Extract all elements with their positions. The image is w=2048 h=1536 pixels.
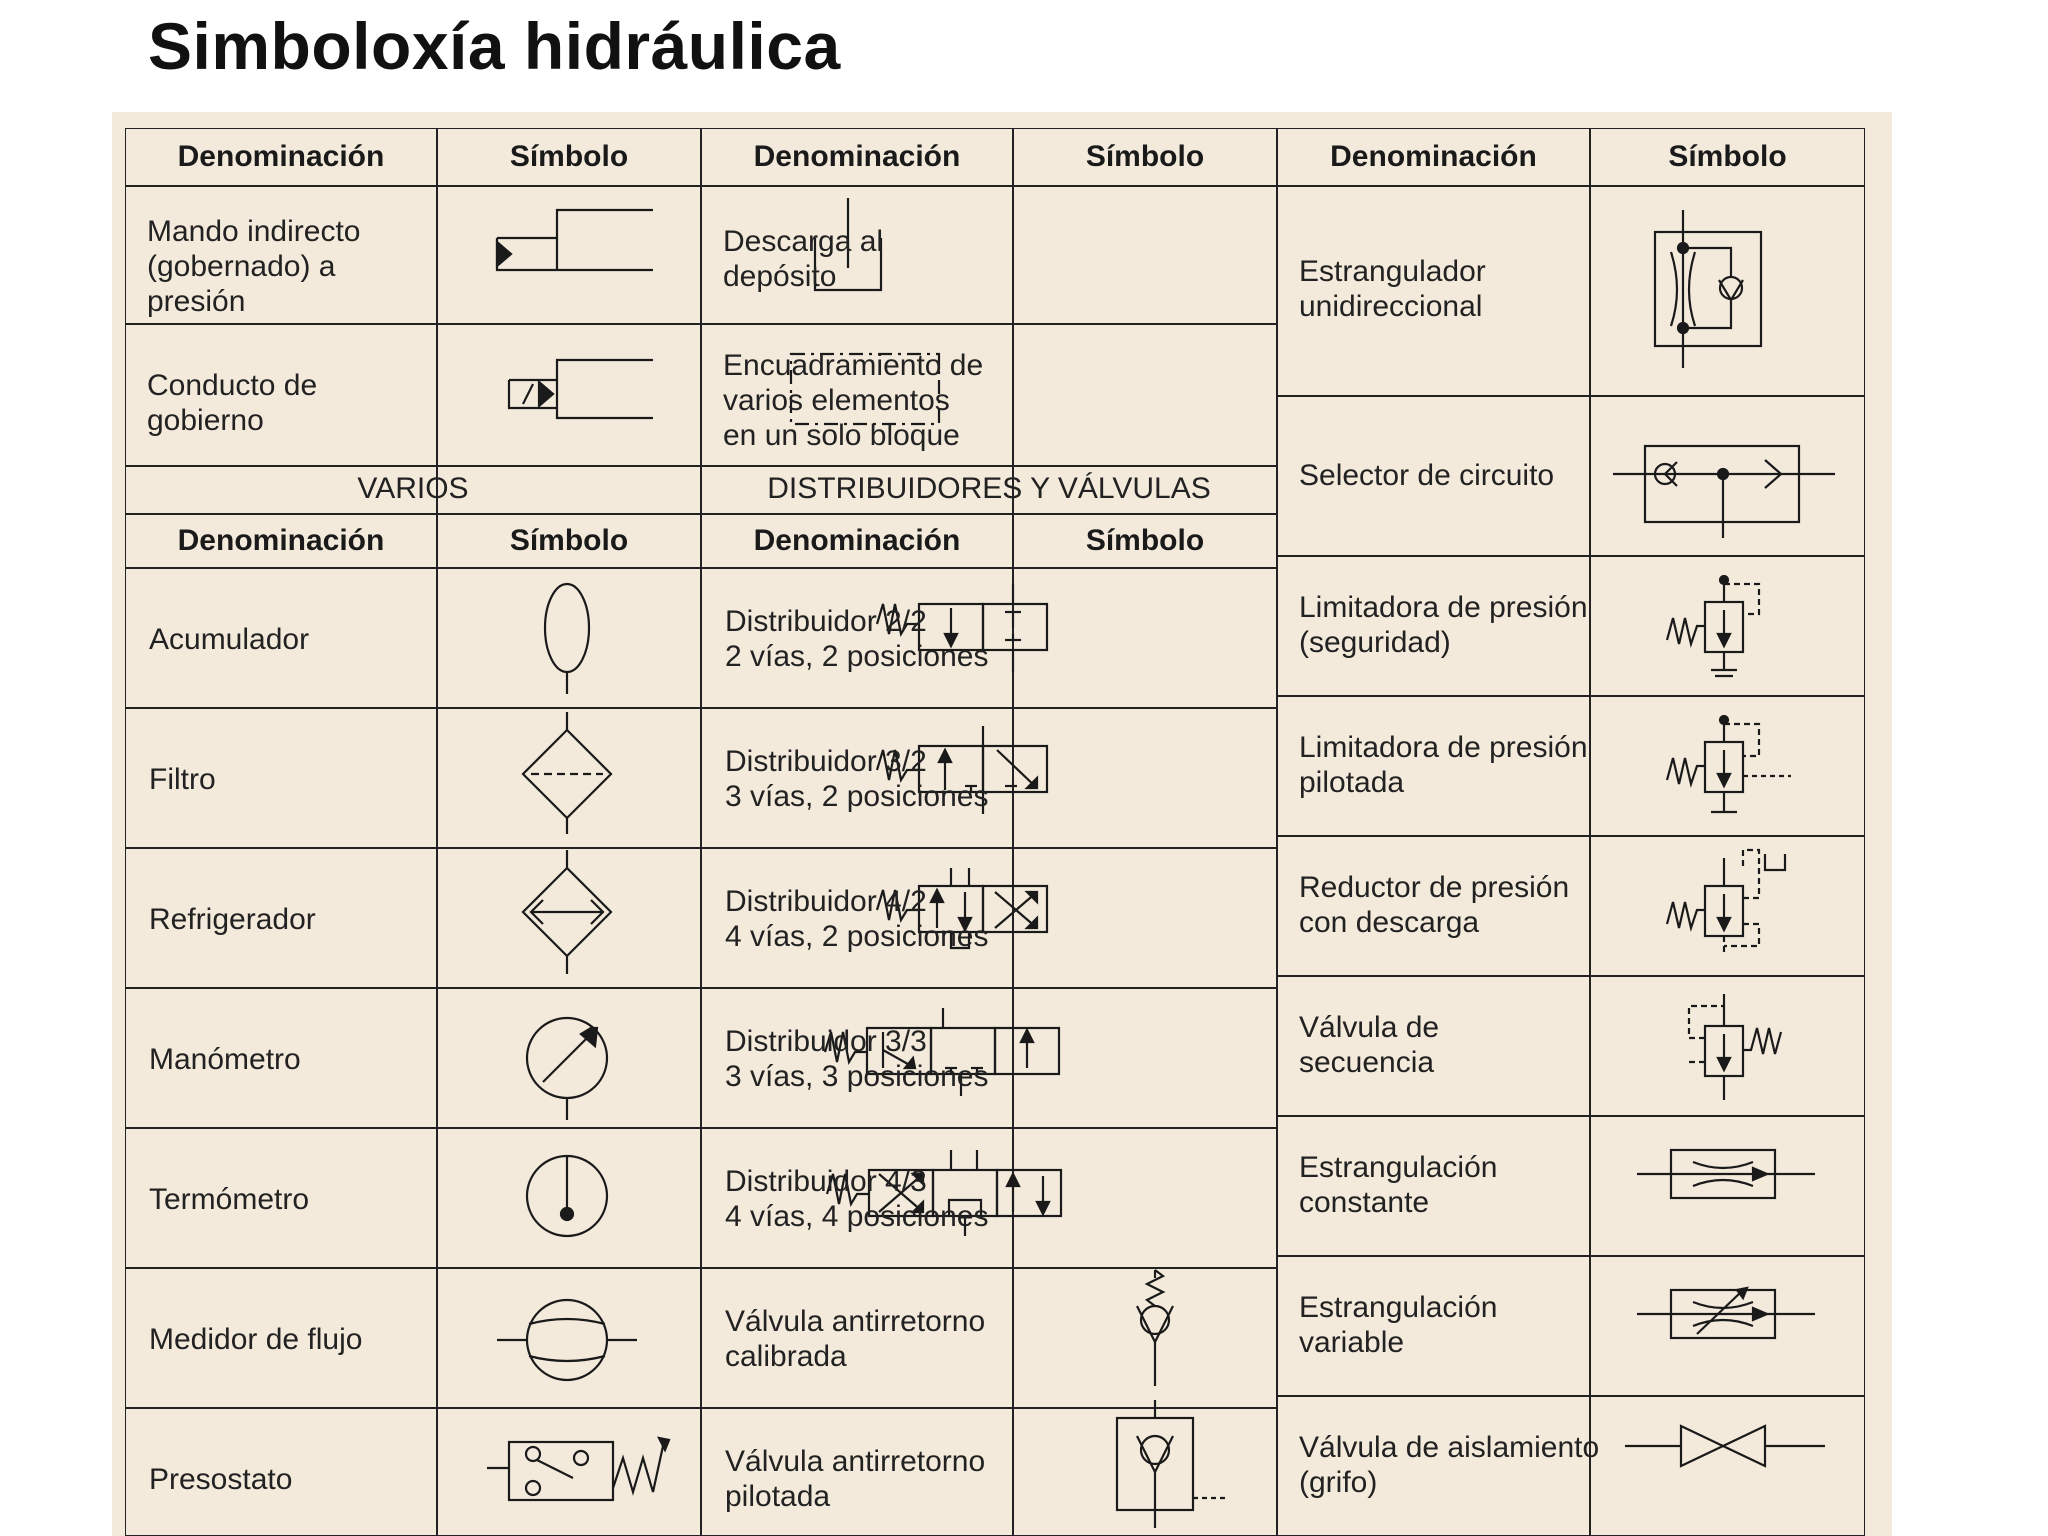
fixed-throttle-symbol bbox=[1637, 1150, 1815, 1198]
label-estrangulacion-variable: Estrangulación variable bbox=[1299, 1291, 1498, 1359]
label-estrangulador-unidireccional: Estrangulador unidireccional bbox=[1299, 255, 1486, 323]
check-valve-spring-symbol bbox=[1137, 1270, 1173, 1386]
header-simbolo-4: Símbolo bbox=[509, 524, 629, 557]
label-distribuidor-4-3: Distribuidor 4/3 4 vías, 4 posiciones bbox=[725, 1165, 989, 1233]
label-mando-indirecto: Mando indirecto (gobernado) a presión bbox=[147, 215, 361, 318]
label-distribuidor-3-2: Distribuidor 3/2 3 vías, 2 posiciones bbox=[725, 745, 989, 813]
sequence-valve-symbol bbox=[1689, 994, 1781, 1100]
label-termometro: Termómetro bbox=[149, 1183, 310, 1216]
label-selector-circuito: Selector de circuito bbox=[1299, 459, 1555, 492]
isolation-valve-symbol bbox=[1625, 1426, 1825, 1466]
header-denominacion-2: Denominación bbox=[753, 140, 961, 173]
one-way-throttle-symbol bbox=[1655, 210, 1761, 368]
label-valvula-secuencia: Válvula de secuencia bbox=[1299, 1011, 1440, 1079]
header-simbolo-1: Símbolo bbox=[509, 140, 629, 173]
section-varios: VARIOS bbox=[357, 472, 469, 505]
pressure-gauge-symbol bbox=[527, 1018, 607, 1120]
filter-symbol bbox=[523, 712, 611, 834]
label-descarga-deposito: Descarga al depósito bbox=[723, 225, 884, 293]
label-limitadora-pilotada: Limitadora de presión pilotada bbox=[1299, 731, 1588, 799]
variable-throttle-symbol bbox=[1637, 1288, 1815, 1338]
header-denominacion-5: Denominación bbox=[753, 524, 961, 557]
pressure-reducer-symbol bbox=[1667, 850, 1785, 956]
section-distribuidores: DISTRIBUIDORES Y VÁLVULAS bbox=[767, 472, 1211, 505]
label-distribuidor-2-2: Distribuidor 2/2 2 vías, 2 posiciones bbox=[725, 605, 989, 673]
pressure-switch-symbol bbox=[487, 1438, 669, 1500]
cooler-symbol bbox=[523, 850, 611, 974]
label-refrigerador: Refrigerador bbox=[149, 903, 316, 936]
flow-meter-symbol bbox=[497, 1300, 637, 1380]
label-filtro: Filtro bbox=[149, 763, 216, 796]
label-distribuidor-4-2: Distribuidor 4/2 4 vías, 2 posiciones bbox=[725, 885, 989, 953]
label-conducto-gobierno: Conducto de gobierno bbox=[147, 369, 318, 437]
label-manometro: Manómetro bbox=[149, 1043, 301, 1076]
table-grid-and-symbols bbox=[125, 128, 1865, 1536]
mando-indirecto-symbol bbox=[497, 210, 653, 270]
label-valvula-aislamiento: Válvula de aislamiento (grifo) bbox=[1299, 1431, 1600, 1499]
header-denominacion-1: Denominación bbox=[177, 140, 385, 173]
label-reductor-presion: Reductor de presión con descarga bbox=[1299, 871, 1570, 939]
label-antirretorno-pilotada: Válvula antirretorno pilotada bbox=[725, 1445, 986, 1513]
label-medidor-flujo: Medidor de flujo bbox=[149, 1323, 363, 1356]
label-antirretorno-calibrada: Válvula antirretorno calibrada bbox=[725, 1305, 986, 1373]
label-limitadora-seguridad: Limitadora de presión (seguridad) bbox=[1299, 591, 1588, 659]
piloted-relief-valve-symbol bbox=[1667, 716, 1791, 812]
header-simbolo-5: Símbolo bbox=[1085, 524, 1205, 557]
accumulator-symbol bbox=[545, 584, 589, 694]
label-distribuidor-3-3: Distribuidor 3/3 3 vías, 3 posiciones bbox=[725, 1025, 989, 1093]
symbol-table bbox=[125, 128, 1865, 1536]
relief-valve-symbol bbox=[1667, 576, 1759, 676]
label-presostato: Presostato bbox=[149, 1463, 293, 1496]
header-simbolo-2: Símbolo bbox=[1085, 140, 1205, 173]
check-valve-piloted-symbol bbox=[1117, 1400, 1225, 1528]
shuttle-valve-symbol bbox=[1613, 446, 1835, 538]
label-acumulador: Acumulador bbox=[149, 623, 310, 656]
thermometer-symbol bbox=[527, 1156, 607, 1236]
label-estrangulacion-constante: Estrangulación constante bbox=[1299, 1151, 1498, 1219]
header-simbolo-3: Símbolo bbox=[1668, 140, 1787, 173]
table-border bbox=[125, 128, 1865, 1536]
header-denominacion-4: Denominación bbox=[177, 524, 385, 557]
label-encuadramiento: Encuadramiento de varios elementos en un solo bloque bbox=[723, 349, 984, 452]
header-denominacion-3: Denominación bbox=[1330, 140, 1537, 173]
page-title: Simboloxía hidráulica bbox=[148, 9, 841, 83]
conducto-gobierno-symbol bbox=[509, 360, 653, 418]
